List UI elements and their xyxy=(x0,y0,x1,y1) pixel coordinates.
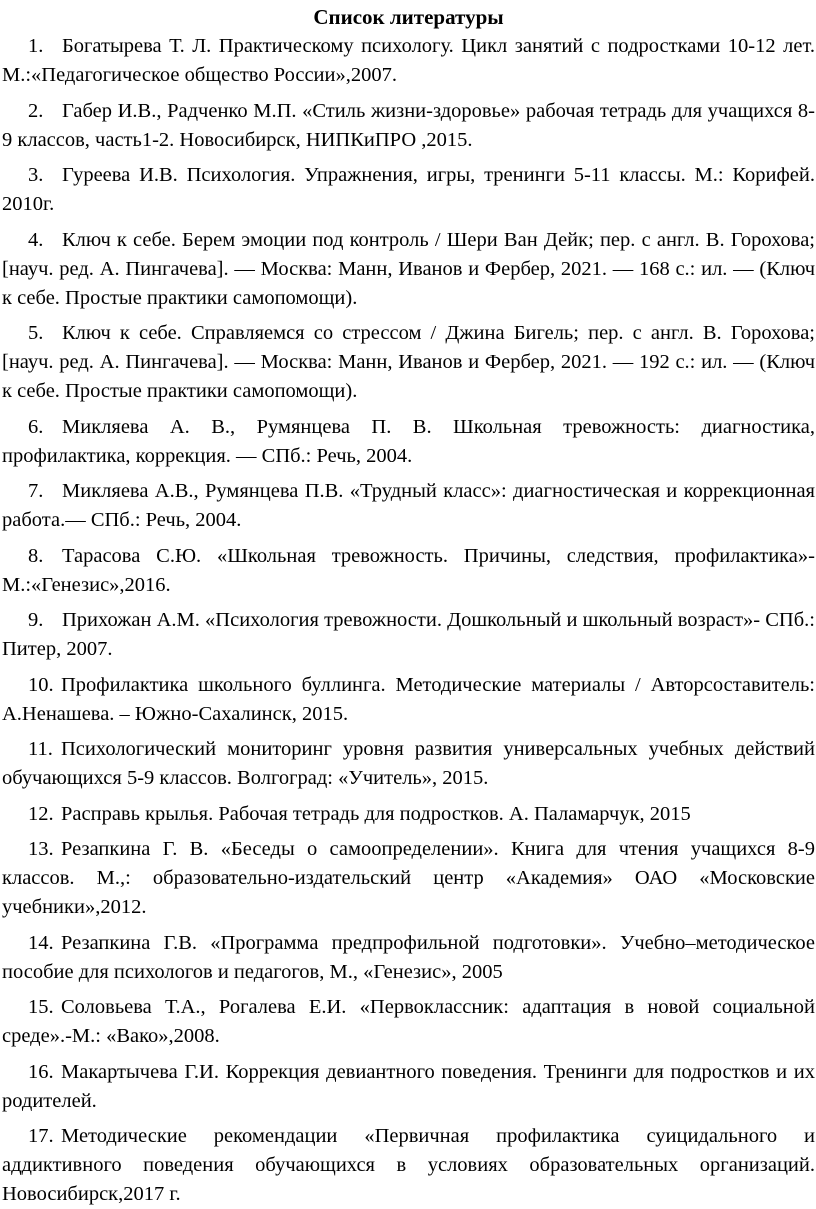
reference-number: 17. xyxy=(28,1125,54,1147)
reference-text: Прихожан А.М. «Психология тревожности. Дошкольный и школьный возраст»- СПб.: Питер, 2007. xyxy=(2,609,815,660)
reference-number: 2. xyxy=(28,99,44,122)
reference-item xyxy=(2,413,815,471)
reference-number: 15. xyxy=(28,996,54,1018)
reference-number: 7. xyxy=(28,480,44,502)
reference-text: Ключ к себе. Берем эмоции под контроль / Шери Ван Дейк; пер. с англ. В. Горохова; [науч. ред. А. Пингачева]. — Москва: Манн, Иванов и Фербер, 2021. — 168 с.: ил. — (Ключ к себе. Простые практики самопомощи). xyxy=(2,228,815,309)
reference-item xyxy=(2,1058,815,1116)
reference-item xyxy=(2,993,815,1051)
reference-text: Микляева А. В., Румянцева П. В. Школьная тревожность: диагностика, профилактика, коррекция. — СПб.: Речь, 2004. xyxy=(2,415,815,467)
reference-number: 3. xyxy=(28,164,44,186)
reference-item xyxy=(2,671,815,729)
reference-text: Гуреева И.В. Психология. Упражнения, игры, тренинги 5-11 классы. М.: Корифей. 2010г. xyxy=(2,164,815,215)
reference-item xyxy=(2,32,815,90)
reference-number: 5. xyxy=(28,322,44,344)
reference-number: 9. xyxy=(28,609,44,631)
page-title: Список литературы xyxy=(313,5,504,29)
reference-item xyxy=(2,929,815,987)
reference-number: 11. xyxy=(28,738,53,760)
reference-number: 8. xyxy=(28,544,44,567)
reference-number: 13. xyxy=(28,838,54,860)
reference-text: Макартычева Г.И. Коррекция девиантного поведения. Тренинги для подростков и их родителей. xyxy=(2,1060,815,1112)
reference-text: Методические рекомендации «Первичная профилактика суицидального и аддиктивного поведения обучающихся в условиях образовательных организаций. Новосибирск,2017 г. xyxy=(2,1125,815,1205)
reference-text: Резапкина Г. В. «Беседы о самоопределении». Книга для чтения учащихся 8-9 классов. М.,: образовательно-издательский центр «Академия» ОАО «Московские учебники»,2012. xyxy=(2,838,815,918)
reference-text: Психологический мониторинг уровня развития универсальных учебных действий обучающихся 5-9 классов. Волгоград: «Учитель», 2015. xyxy=(2,738,815,789)
reference-text: Резапкина Г.В. «Программа предпрофильной подготовки». Учебно–методическое пособие для психологов и педагогов, М., «Генезис», 2005 xyxy=(2,931,815,983)
reference-number: 4. xyxy=(28,228,44,251)
reference-number: 16. xyxy=(28,1060,54,1083)
reference-text: Расправь крылья. Рабочая тетрадь для подростков. А. Паламарчук, 2015 xyxy=(61,802,691,825)
reference-item xyxy=(2,800,815,829)
reference-item xyxy=(2,606,815,664)
reference-item xyxy=(2,477,815,535)
reference-number: 14. xyxy=(28,931,54,954)
reference-item xyxy=(2,542,815,600)
reference-text: Микляева А.В., Румянцева П.В. «Трудный класс»: диагностическая и коррекционная работа.— СПб.: Речь, 2004. xyxy=(2,480,815,531)
reference-number: 1. xyxy=(28,35,44,57)
reference-number: 10. xyxy=(28,673,54,696)
reference-item xyxy=(2,735,815,793)
reference-item xyxy=(2,835,815,922)
reference-item xyxy=(2,226,815,313)
reference-text: Богатырева Т. Л. Практическому психологу. Цикл занятий с подростками 10-12 лет. М.:«Педагогическое общество России»,2007. xyxy=(2,35,815,86)
reference-number: 6. xyxy=(28,415,44,438)
reference-number: 12. xyxy=(28,802,54,825)
reference-list xyxy=(2,32,815,1209)
reference-text: Профилактика школьного буллинга. Методические материалы / Авторсоставитель: А.Ненашева. – Южно-Сахалинск, 2015. xyxy=(2,673,815,725)
reference-item xyxy=(2,161,815,219)
reference-text: Тарасова С.Ю. «Школьная тревожность. Причины, следствия, профилактика»- М.:«Генезис»,2016. xyxy=(2,544,815,596)
reference-text: Соловьева Т.А., Рогалева Е.И. «Первоклассник: адаптация в новой социальной среде».-М.: «Вако»,2008. xyxy=(2,996,815,1047)
reference-item xyxy=(2,319,815,406)
reference-text: Габер И.В., Радченко М.П. «Стиль жизни-здоровье» рабочая тетрадь для учащихся 8-9 классов, часть1-2. Новосибирск, НИПКиПРО ,2015. xyxy=(2,99,815,151)
reference-item xyxy=(2,97,815,155)
reference-text: Ключ к себе. Справляемся со стрессом / Джина Бигель; пер. с англ. В. Горохова; [науч. ред. А. Пингачева]. — Москва: Манн, Иванов и Фербер, 2021. — 192 с.: ил. — (Ключ к себе. Простые практики самопомощи). xyxy=(2,322,815,402)
